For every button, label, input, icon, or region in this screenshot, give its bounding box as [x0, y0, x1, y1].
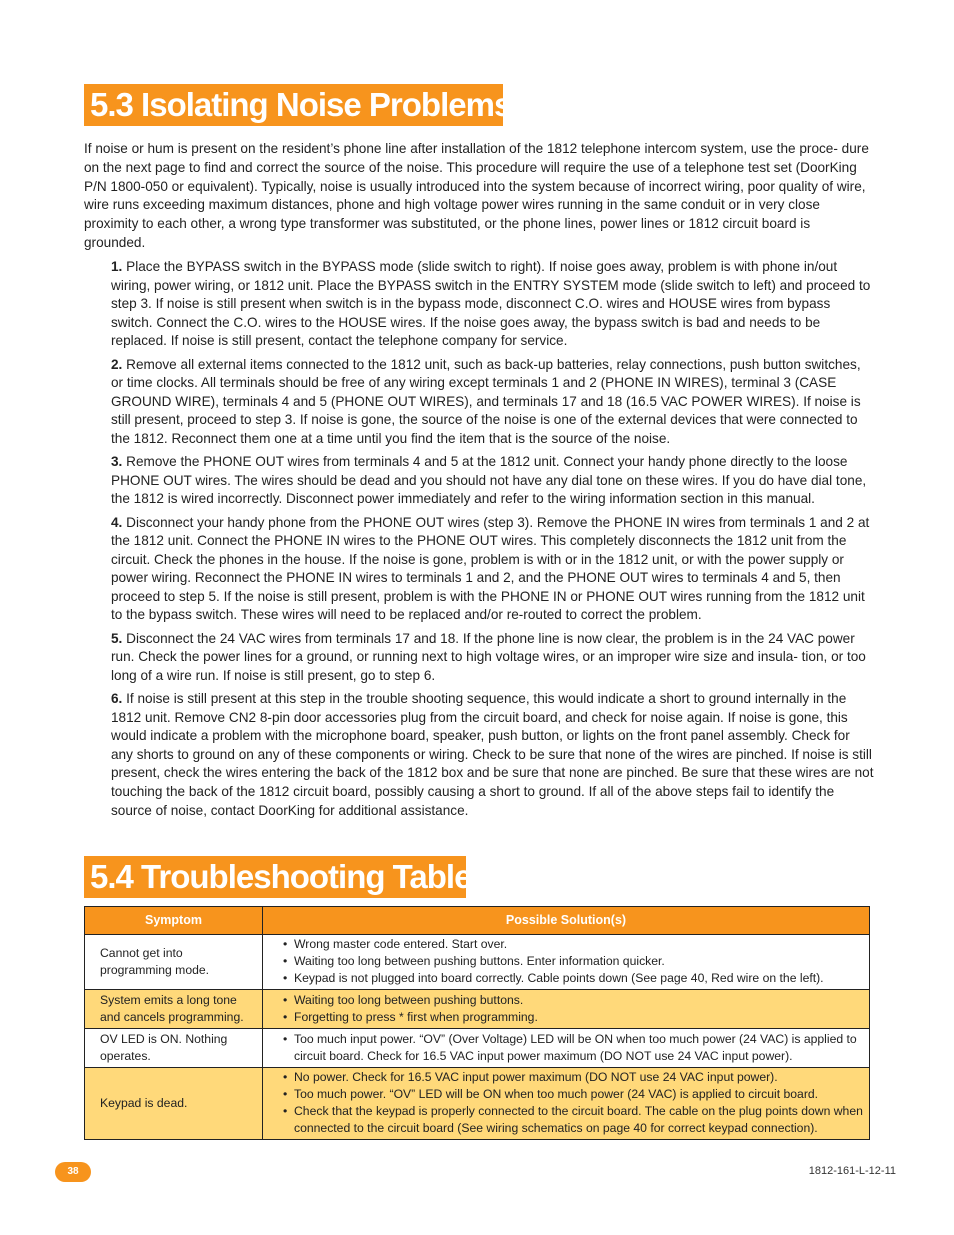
section-title-troubleshooting: 5.4 Troubleshooting Table: [84, 856, 466, 898]
step-text: If noise is still present at this step in the trouble shooting sequence, this would indicate a short to ground internally in the 1812 unit. Remove CN2 8-pin door accessories plug from the circuit board, and check for noise again. If noise is gone, this would indicate a problem with the microphone board, speaker, push button, or lights on the front panel assembly. Check for any shorts to ground on any of these components or wiring. Check to be sure that none of the wires are pinched. If noise is still present, check the wires entering the back of the 1812 box and be sure that none are pinched. Be sure that these wires are not touching the back of the 1812 circuit board, possibly causing a short to ground. If all of the above steps fail to identify the source of noise, contact DoorKing for additional assistance.: [111, 691, 874, 818]
table-row: [85, 1068, 870, 1140]
solution-cell: [263, 1068, 870, 1140]
solution-item: • Waiting too long between pushing buttons. Enter information quicker.: [294, 953, 863, 970]
section-title-noise: 5.3 Isolating Noise Problems: [84, 84, 503, 126]
step-text: Remove all external items connected to the 1812 unit, such as back-up batteries, relay connections, push button switches, or time clocks. All terminals should be free of any wiring except terminals 1 and 2 (PHONE IN WIRES), terminal 3 (CASE GROUND WIRE), terminals 4 and 5 (PHONE OUT WIRES), and terminals 17 and 18 (16.5 VAC POWER WIRES). If noise is still present, proceed to step 3. If noise is gone, the source of the noise is one of the external devices that were connected to the 1812. Reconnect them one at a time until you find the item that is the source of the noise.: [111, 356, 861, 446]
step-number: 2.: [111, 356, 123, 372]
solution-item: • Too much power. “OV” LED will be ON when too much power (24 VAC) is applied to circuit board.: [294, 1086, 863, 1103]
step-text: Place the BYPASS switch in the BYPASS mode (slide switch to right). If noise goes away, problem is with phone in/out wiring, power wiring, or 1812 unit. Place the BYPASS switch in the ENTRY SYSTEM mode (slide switch to left) and proceed to step 3. If noise is still present when switch is in the bypass mode, disconnect C.O. wires and HOUSE wires from bypass switch. Connect the C.O. wires to the HOUSE wires. If the noise goes away, the bypass switch is bad and needs to be replaced. If noise is still present, contact the telephone company for service.: [111, 259, 871, 349]
step-number: 4.: [111, 514, 123, 530]
step-number: 5.: [111, 630, 123, 646]
step-text: Remove the PHONE OUT wires from terminals 4 and 5 at the 1812 unit. Connect your handy phone directly to the loose PHONE OUT wires. The wires should be dead and you should not have any dial tone on these wires. If you do have dial tone, the 1812 is wired incorrectly. Disconnect power immediately and refer to the wiring information section in this manual.: [111, 454, 867, 507]
solution-cell: [263, 1029, 870, 1068]
step-item: [111, 453, 874, 509]
solution-item: • No power. Check for 16.5 VAC input power maximum (DO NOT use 24 VAC input power).: [294, 1069, 863, 1086]
solution-item: • Too much input power. “OV” (Over Voltage) LED will be ON when too much power (24 VAC) is applied to circuit board. Check for 16.5 VAC input power maximum (DO NOT use 24 VAC input power).: [294, 1031, 863, 1065]
step-text: Disconnect your handy phone from the PHONE OUT wires (step 3). Remove the PHONE IN wires from terminals 1 and 2 at the 1812 unit. Connect the PHONE IN wires to the PHONE OUT wires. This completely disconnects the 1812 unit from the circuit. Check the phones in the house. If the noise is gone, problem is with or in the 1812 unit, or with the power supply or power wiring. Reconnect the PHONE IN wires to terminals 1 and 2, and the PHONE OUT wires to terminals 4 and 5, then proceed to step 5. If the noise is still present, problem is with the PHONE IN or PHONE OUT wires running from the 1812 unit to the bypass switch. These wires will need to be replaced and/or re-routed to correct the problem.: [111, 514, 870, 623]
table-row: [85, 935, 870, 990]
step-number: 1.: [111, 259, 123, 274]
solution-item: • Keypad is not plugged into board correctly. Cable points down (See page 40, Red wire on the left).: [294, 970, 863, 987]
document-id: 1812-161-L-12-11: [808, 1165, 896, 1177]
solution-cell: [263, 935, 870, 990]
step-text: Disconnect the 24 VAC wires from terminals 17 and 18. If the phone line is now clear, the problem is in the 24 VAC power run. Check the power lines for a ground, or running next to high voltage wires, or an improper wire size and insula- tion, or too long of a wire run. If noise is still present, go to step 6.: [111, 630, 866, 683]
step-number: 3.: [111, 454, 123, 470]
symptom-cell: OV LED is ON. Nothing operates.: [85, 1029, 263, 1068]
symptom-cell: Cannot get into programming mode.: [85, 935, 263, 990]
step-item: [111, 514, 874, 626]
step-item: [111, 356, 874, 449]
page-number-badge: 38: [55, 1162, 91, 1182]
intro-paragraph: If noise or hum is present on the resident’s phone line after installation of the 1812 telephone intercom system, use the proce- dure on the next page to find and correct the source of the noise. This procedure will require the use of a telephone test set (DoorKing P/N 1800-050 or equivalent). Typically, noise is usually introduced into the system because of incorrect wiring, poor quality of wire, wire runs exceeding maximum distances, phone and high voltage power wires running in the same conduit or in very close proximity to each other, a wrong type transformer was substituted, or the phone lines, power lines or 1812 circuit board is grounded.: [84, 141, 869, 250]
symptom-cell: Keypad is dead.: [85, 1068, 263, 1140]
header-solutions: Possible Solution(s): [263, 907, 870, 935]
solution-item: • Waiting too long between pushing buttons.: [294, 992, 863, 1009]
procedure-steps: [111, 258, 874, 825]
solution-item: • Wrong master code entered. Start over.: [294, 936, 863, 953]
table-header-row: [85, 907, 870, 935]
solution-item: • Check that the keypad is properly connected to the circuit board. The cable on the plug points down when connected to the circuit board (See wiring schematics on page 40 for correct keypad connection).: [294, 1103, 863, 1137]
step-item: [111, 630, 874, 686]
step-item: [111, 258, 874, 351]
step-number: 6.: [111, 691, 123, 707]
solution-cell: [263, 990, 870, 1029]
symptom-cell: System emits a long tone and cancels programming.: [85, 990, 263, 1029]
step-item: [111, 690, 874, 820]
solution-item: • Forgetting to press * first when programming.: [294, 1009, 863, 1026]
header-symptom: Symptom: [85, 907, 263, 935]
table-row: [85, 1029, 870, 1068]
troubleshooting-table: [84, 906, 870, 1140]
table-row: [85, 990, 870, 1029]
